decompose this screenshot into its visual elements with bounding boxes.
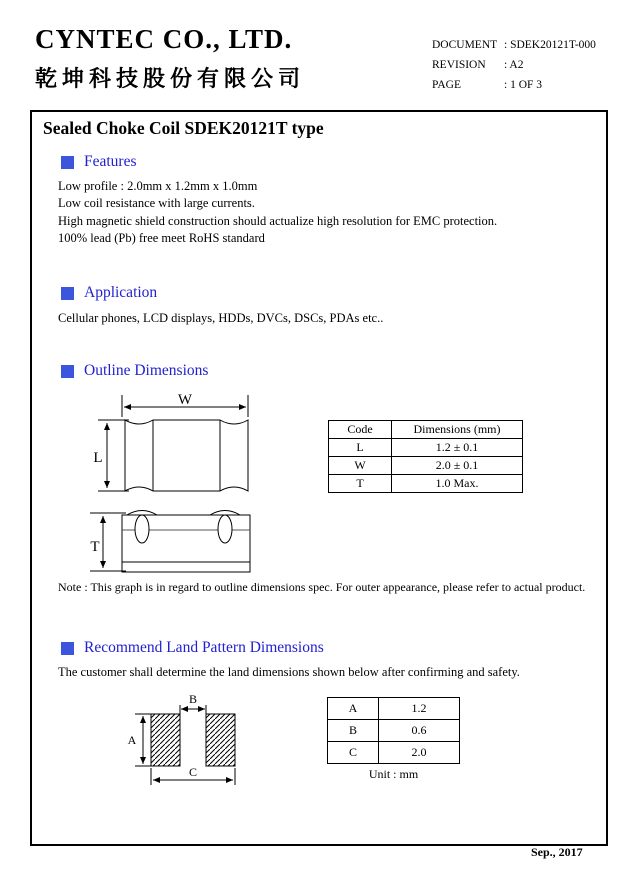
company-name-chinese: 乾坤科技股份有限公司 bbox=[35, 66, 306, 91]
footer-date: Sep., 2017 bbox=[531, 845, 583, 859]
dim-label-b: B bbox=[188, 694, 198, 706]
dim-label-t: T bbox=[90, 539, 100, 555]
cell-code: L bbox=[329, 439, 392, 457]
company-name: CYNTEC CO., LTD. bbox=[35, 24, 293, 54]
land-pattern-heading bbox=[61, 639, 324, 657]
dim-label-l: L bbox=[93, 450, 103, 466]
terminal-ellipse bbox=[135, 515, 149, 543]
cell-code: C bbox=[328, 742, 379, 764]
table-row bbox=[328, 698, 460, 720]
features-heading bbox=[61, 153, 137, 171]
cell-value: 1.2 ± 0.1 bbox=[392, 439, 523, 457]
meta-row-document bbox=[432, 39, 596, 51]
land-pad-right bbox=[206, 714, 235, 766]
dim-label-w: W bbox=[177, 392, 193, 408]
meta-value: : 1 OF 3 bbox=[504, 79, 543, 91]
feature-item: Low coil resistance with large currents. bbox=[58, 196, 255, 211]
feature-item: Low profile : 2.0mm x 1.2mm x 1.0mm bbox=[58, 179, 258, 193]
meta-label: PAGE bbox=[432, 79, 461, 91]
land-pattern-heading-label: Recommend Land Pattern Dimensions bbox=[84, 639, 324, 656]
cell-value: 1.2 bbox=[379, 698, 460, 720]
outline-dimensions-figure bbox=[88, 390, 268, 585]
outline-dimensions-table bbox=[328, 420, 523, 493]
section-bullet-icon bbox=[61, 287, 74, 300]
cell-code: W bbox=[329, 457, 392, 475]
land-pad-left bbox=[151, 714, 180, 766]
application-text: Cellular phones, LCD displays, HDDs, DVCs, DSCs, PDAs etc.. bbox=[58, 311, 384, 325]
content-frame bbox=[30, 110, 608, 846]
table-row bbox=[329, 439, 523, 457]
meta-value: : SDEK20121T-000 bbox=[504, 39, 596, 51]
unit-label: Unit : mm bbox=[368, 767, 419, 781]
meta-row-page bbox=[432, 79, 596, 91]
meta-value: : A2 bbox=[504, 59, 524, 71]
table-row bbox=[328, 720, 460, 742]
feature-item: 100% lead (Pb) free meet RoHS standard bbox=[58, 231, 265, 246]
document-meta-block bbox=[432, 39, 596, 99]
land-pads-drawing bbox=[135, 705, 235, 785]
cell-value: 1.0 Max. bbox=[392, 475, 523, 493]
cell-code: B bbox=[328, 720, 379, 742]
top-view-drawing bbox=[98, 395, 248, 491]
cell-value: 2.0 ± 0.1 bbox=[392, 457, 523, 475]
feature-item: High magnetic shield construction should actualize high resolution for EMC protection. bbox=[58, 213, 498, 228]
col-header-dimensions: Dimensions (mm) bbox=[392, 421, 523, 439]
cell-code: A bbox=[328, 698, 379, 720]
land-pattern-figure bbox=[125, 694, 255, 794]
col-header-code: Code bbox=[329, 421, 392, 439]
component-body-outline bbox=[125, 420, 248, 491]
cell-value: 2.0 bbox=[379, 742, 460, 764]
land-pattern-text: The customer shall determine the land dimensions shown below after confirming and safety. bbox=[58, 665, 520, 679]
side-view-drawing bbox=[90, 511, 250, 573]
meta-label: DOCUMENT bbox=[432, 39, 498, 51]
meta-label: REVISION bbox=[432, 59, 486, 71]
table-row bbox=[329, 457, 523, 475]
application-heading bbox=[61, 284, 157, 302]
meta-row-revision bbox=[432, 59, 596, 71]
page-title: Sealed Choke Coil SDEK20121T type bbox=[43, 118, 324, 138]
outline-dimensions-heading bbox=[61, 362, 208, 380]
table-row bbox=[328, 742, 460, 764]
outline-heading-label: Outline Dimensions bbox=[84, 362, 209, 379]
terminal-ellipse bbox=[218, 515, 232, 543]
features-heading-label: Features bbox=[84, 153, 137, 170]
dim-label-a: A bbox=[127, 733, 137, 747]
section-bullet-icon bbox=[61, 156, 74, 169]
features-list bbox=[58, 178, 598, 248]
section-bullet-icon bbox=[61, 642, 74, 655]
table-row bbox=[329, 475, 523, 493]
application-heading-label: Application bbox=[84, 284, 158, 301]
cell-code: T bbox=[329, 475, 392, 493]
table-header-row bbox=[329, 421, 523, 439]
cell-value: 0.6 bbox=[379, 720, 460, 742]
dim-label-c: C bbox=[188, 765, 198, 779]
outline-note: Note : This graph is in regard to outline dimensions spec. For outer appearance, please refer to actual product. bbox=[58, 580, 586, 594]
land-pattern-table bbox=[327, 697, 460, 764]
section-bullet-icon bbox=[61, 365, 74, 378]
